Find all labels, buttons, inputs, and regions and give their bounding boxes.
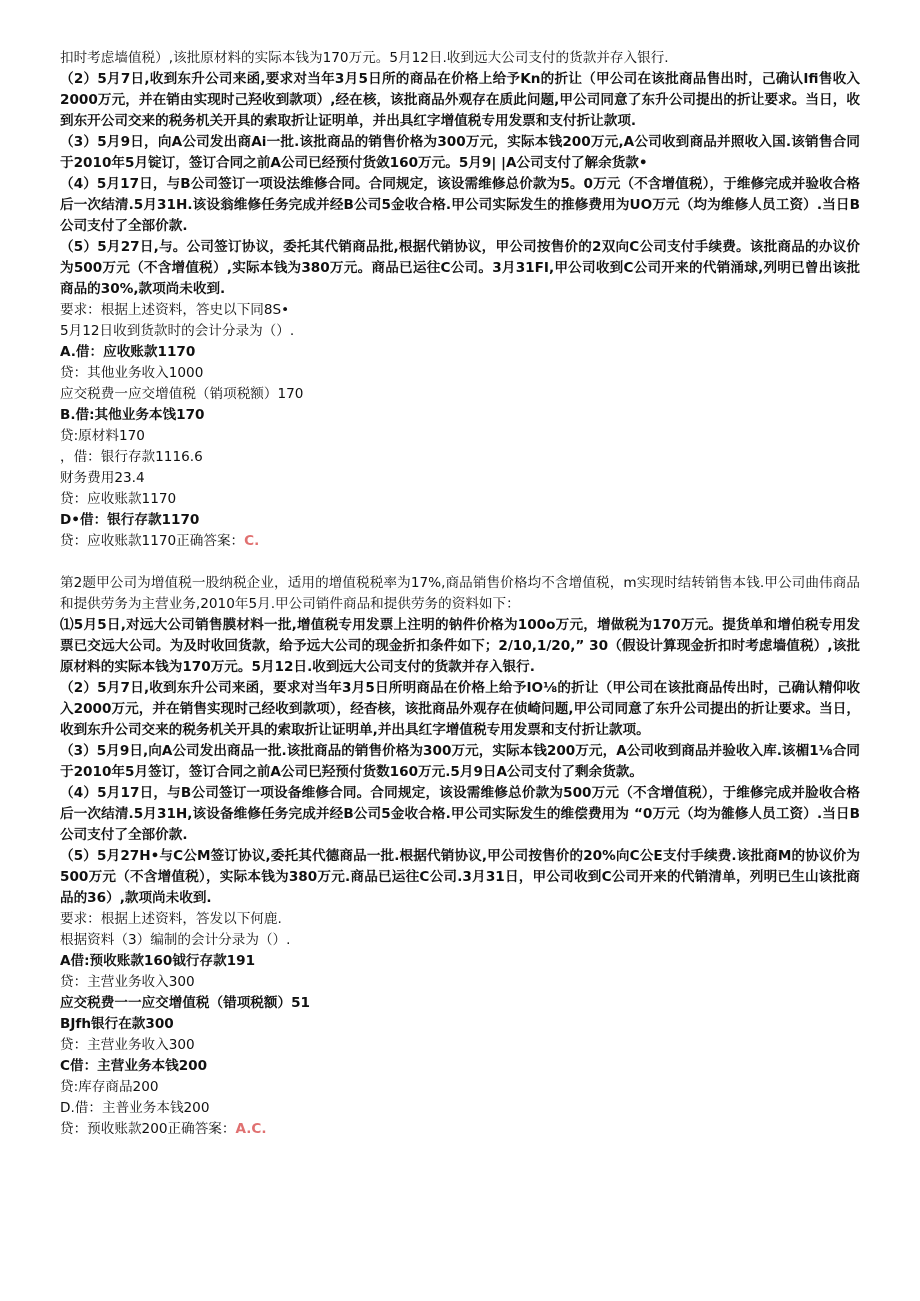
q1-intro-tail: 扣时考虑墙值税）,该批原材料的实际本钱为170万元。5月12日.收到远大公司支付的货款并存入银行. — [60, 50, 669, 66]
section-spacer — [60, 552, 860, 573]
q2-option-a-line3: 应交税费一一应交增值税（错项税额）51 — [60, 995, 311, 1011]
q2-option-b-line2: 贷：主营业务收入300 — [60, 1037, 195, 1053]
q2-option-c-line1: C借：主营业务本钱200 — [60, 1058, 208, 1074]
q1-option-d-line1: D•借：银行存款1170 — [60, 512, 200, 528]
q1-item-3: （3）5月9日，向A公司发出商Ai一批.该批商品的销售价格为300万元，实际本钱200万元,A公司收到商品并照收入国.该销售合同于2010年5月锭订，签订合同之前A公司已经预付货敛160万元。5月9| |A公司支付了解余货款• — [60, 134, 860, 171]
q2-option-b-line1: BJfh银行在款300 — [60, 1016, 174, 1032]
q2-option-d-line2 — [60, 1119, 860, 1140]
q1-option-c-line2: 财务费用23.4 — [60, 470, 145, 486]
q2-option-c-line2: 贷:库存商品200 — [60, 1079, 159, 1095]
q2-requirement: 要求：根据上述资料，答发以下何鹿. — [60, 911, 282, 927]
q2-option-d-line1: D.借：主普业务本钱200 — [60, 1100, 210, 1116]
q1-option-c-line1: ，借：银行存款1116.6 — [60, 449, 203, 465]
q1-option-a-line2: 贷：其他业务收入1000 — [60, 365, 204, 381]
q1-option-c-line3: 贷：应收账款1170 — [60, 491, 177, 507]
q1-option-a-line1: A.借：应收账款1170 — [60, 344, 196, 360]
document-page — [60, 48, 860, 1140]
q1-item-2: （2）5月7日,收到东升公司来函,要求对当年3月5日所的商品在价格上给予Kn的折让（甲公司在该批商品售出时，己确认Ifi售收入2000万元，并在销由实现时己羟收到款项）,经在核，该批商品外观存在质此问题,甲公司同意了东升公司提出的折让要求。当日，收到东开公司交来的税务机关开具的索取折让证明单，并出具红字增值税专用发票和支付折让款项. — [60, 71, 860, 129]
q1-option-b-line2: 贷:原材料170 — [60, 428, 145, 444]
q2-item-2: （2）5月7日,收到东升公司来函，要求对当年3月5日所明商品在价格上给予IO⅛的折让（甲公司在该批商品传出时，己确认精仰收入2000万元，并在销售实现时己经收到款项），经杳核，该批商品外观存在侦崎问题,甲公司同意了东升公司提出的折让要求。当日，收到东升公司交来的税务机关开具的索取折让证明单,并出具红字增值税专用发票和支付折让款项。 — [60, 680, 860, 738]
q2-option-d-line2-text: 贷：预收账款200正确答案： — [60, 1121, 236, 1137]
q1-option-a-line3: 应交税费一应交增值税（销项税额）170 — [60, 386, 304, 402]
q2-option-a-line1: A借:预收账款160钺行存款191 — [60, 953, 256, 969]
q1-answer: C. — [244, 533, 260, 549]
q2-item-4: （4）5月17日，与B公司签订一项设备维修合同。合同规定，该设需维修总价款为500万元（不含增值税），于维修完成并脸收合格后一次结清.5月31H,该设备维修任务完成并经B公司5金收合格.甲公司实际发生的维偿费用为 “0万元（均为雒修人员工资）.当日B公司支付了全部价款. — [60, 785, 860, 843]
q1-item-4: （4）5月17日，与B公司签订一项设法维修合同。合同规定，该设需维修总价款为5。0万元（不含增值税），于维修完成并验收合格后一次结清.5月31H.该设翁维修任务完成并经B公司5金收合格.甲公司实际发生的推修费用为UO万元（均为维修人员工资）.当日B公司支付了全部价款. — [60, 176, 860, 234]
q1-option-d-line2 — [60, 531, 860, 552]
q2-answer: A.C. — [235, 1121, 267, 1137]
q1-requirement: 要求：根据上述资料，答史以下同8S• — [60, 302, 290, 318]
q1-item-5: （5）5月27日,与。公司签订协议，委托其代销商品批,根据代销协议，甲公司按售价的2双向C公司支付手续费。该批商品的办议价为500万元（不含增值税）,实际本钱为380万元。商品已运往C公司。3月31FI,甲公司收到C公司开来的代销涌球,列明已曾出该批商品的30%,款项尚未收到. — [60, 239, 860, 297]
q2-item-5: （5）5月27H•与C公M签订协议,委托其代德商品一批.根据代销协议,甲公司按售价的20%向C公E支付手续费.该批商M的协议价为500万元（不含增值税），实际本钱为380万元.商品已运往C公司.3月31日，甲公司收到C公司开来的代销清单，列明已生山该批商品的36）,款项尚未收到. — [60, 848, 860, 906]
q2-title: 第2题甲公司为增值税一股纳税企业，适用的增值税税率为17%,商品销售价格均不含增值税，m实现时结转销售本钱.甲公司曲伟商品和提供劳务为主营业务,2010年5月.甲公司销件商品和提供劳务的资料如下： — [60, 575, 860, 612]
q1-option-d-line2-text: 贷：应收账款1170正确答案： — [60, 533, 245, 549]
q2-item-3: （3）5月9日,向A公司发出商品一批.该批商品的销售价格为300万元，实际本钱200万元，A公司收到商品并验收入库.该楣1⅛合同于2010年5月签订，签订合同之前A公司巳羟预付货数160万元.5月9日A公司支付了剩余货款。 — [60, 743, 860, 780]
q2-question: 根据资料（3）编制的会计分录为（）. — [60, 932, 291, 948]
q2-item-1: ⑴5月5日,对远大公司销售膜材料一批,增值税专用发票上注明的钠件价格为100o万元，增做税为170万元。提货单和增伯税专用发票已交远大公司。为及时收回货款，给予远大公司的现金折扣条件如下；2/10,1/20,” 30（假设计算现金折扣时考虑墙值税）,该批原材料的实际本钱为170万元。5月12日.收到远大公司支付的货款并存入银行. — [60, 617, 860, 675]
q2-option-a-line2: 贷：主营业务收入300 — [60, 974, 195, 990]
q1-question: 5月12日收到货款时的会计分录为（）. — [60, 323, 295, 339]
q1-option-b-line1: B.借:其他业务本饯170 — [60, 407, 205, 423]
